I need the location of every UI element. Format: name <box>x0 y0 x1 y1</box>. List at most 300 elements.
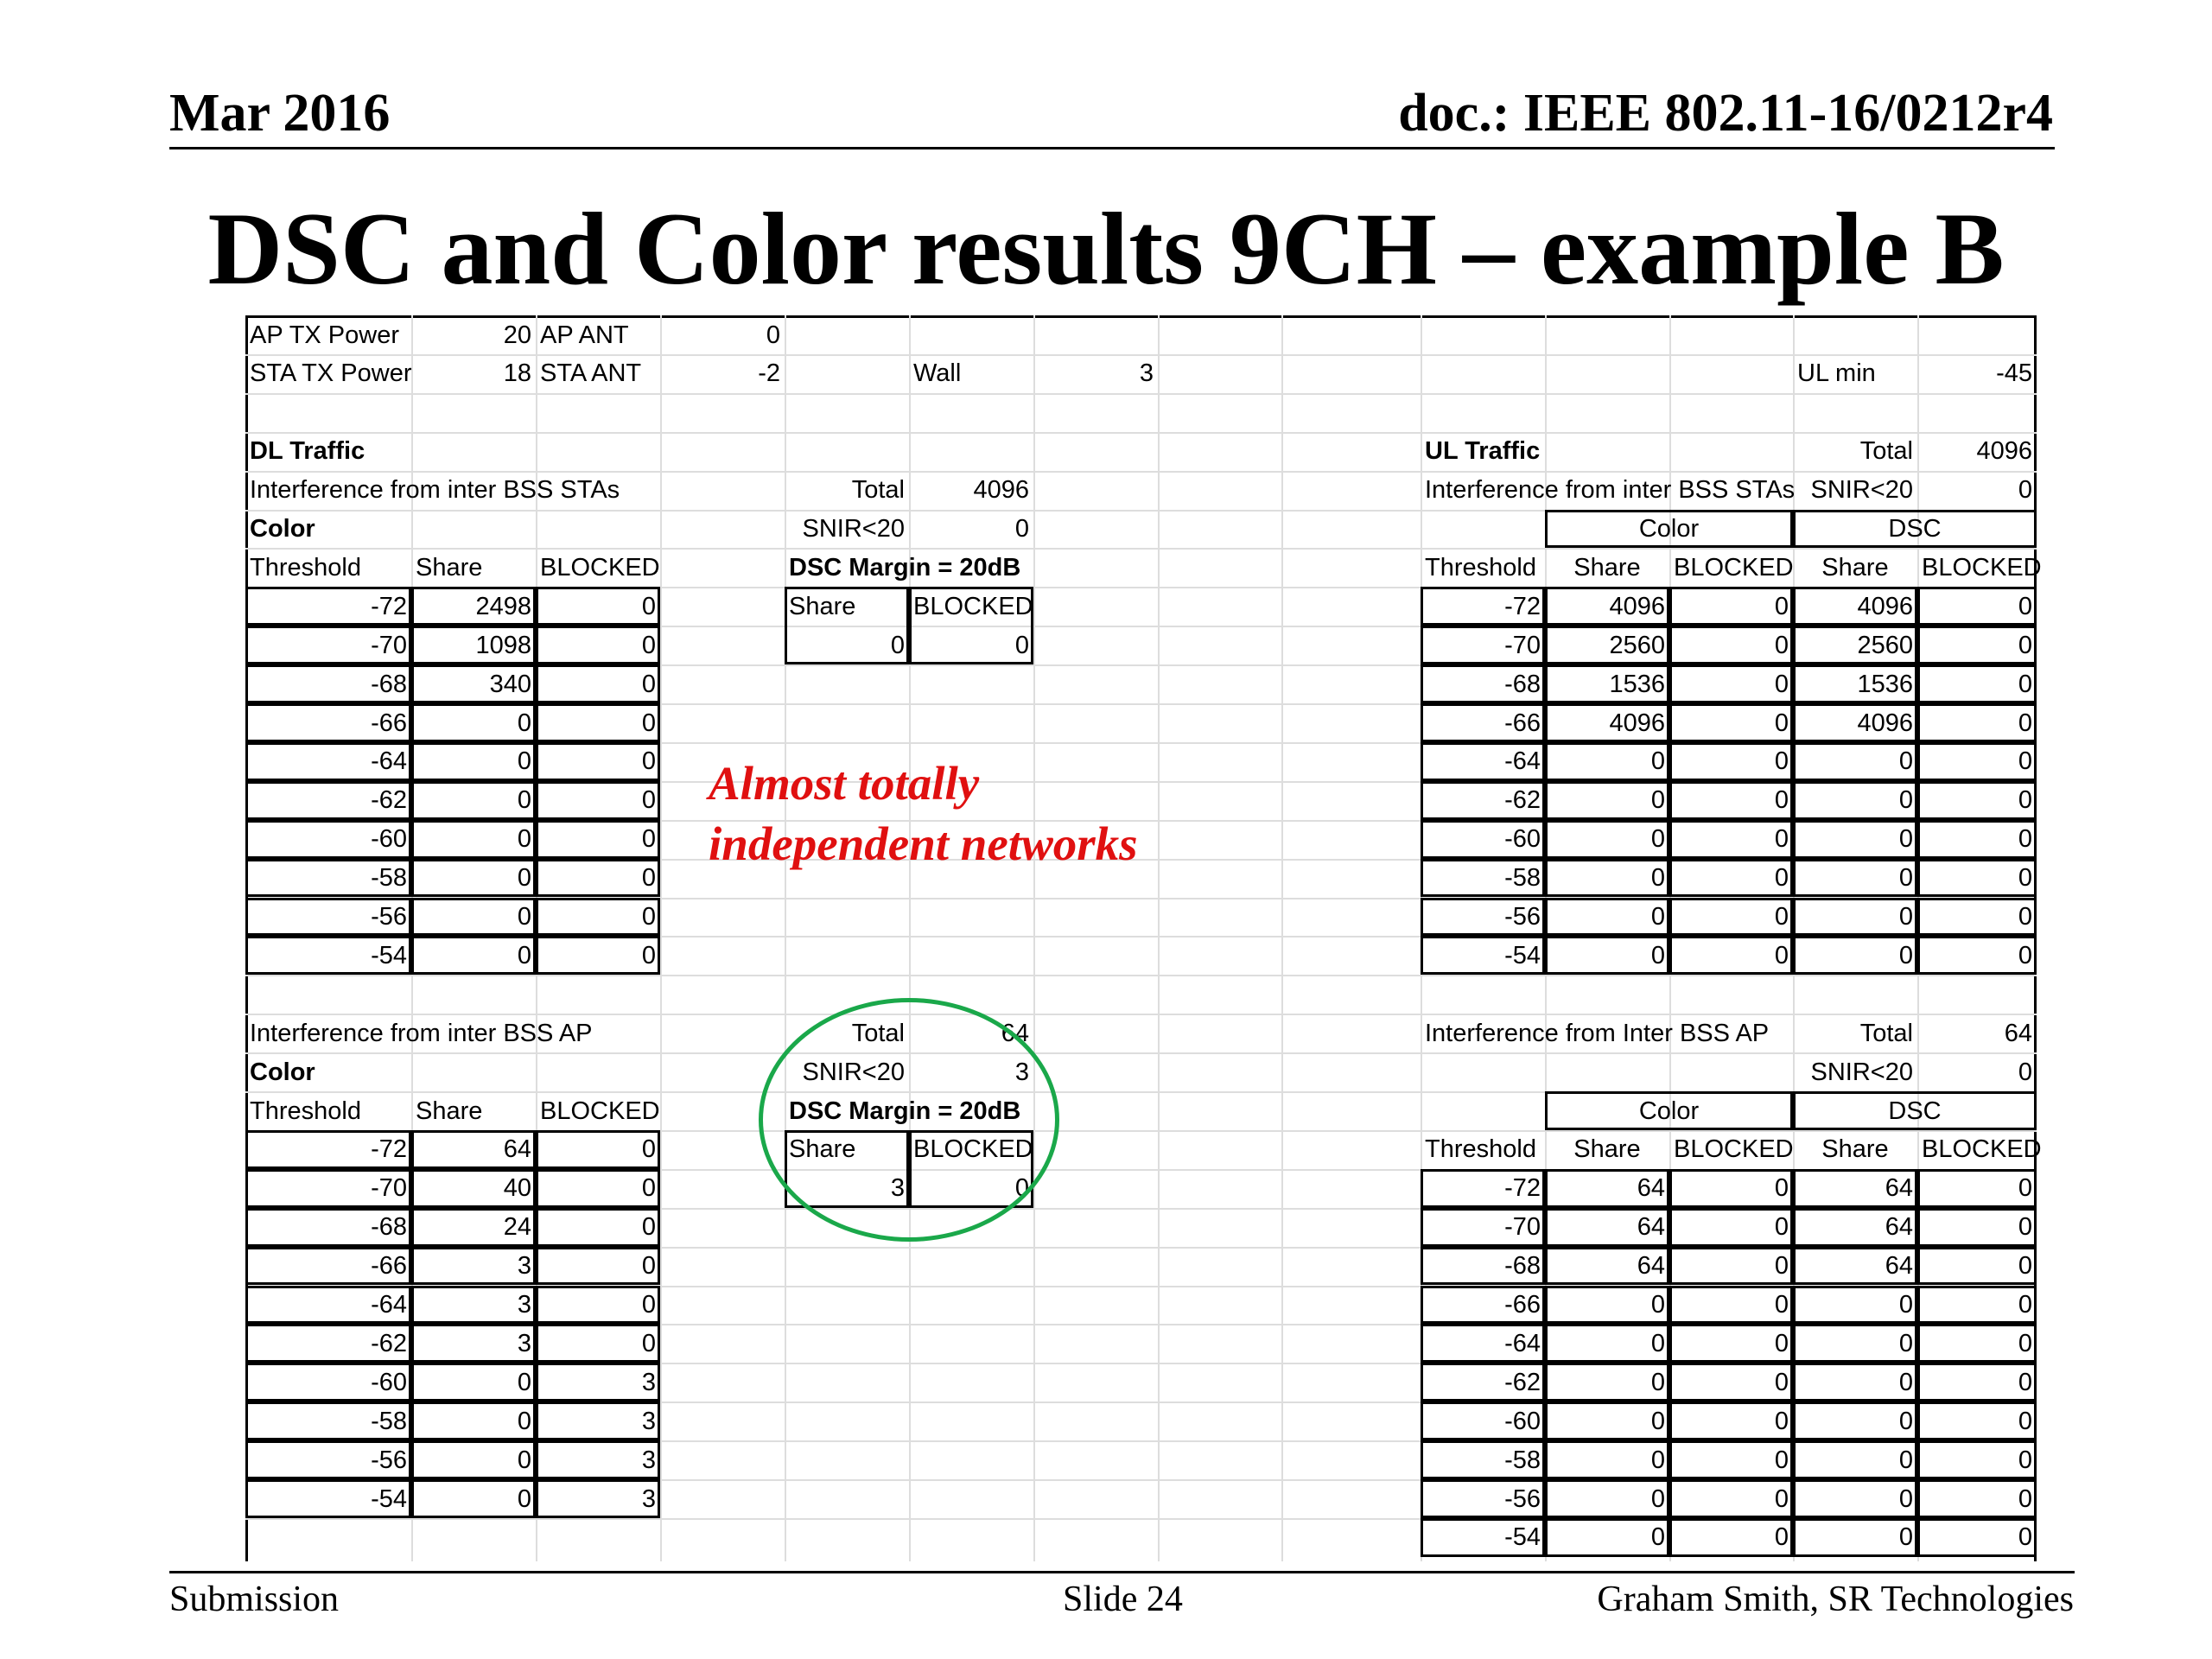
dsc-box <box>785 587 909 664</box>
dsc-share-cell: 0 <box>1898 1523 1913 1552</box>
cell-box <box>1793 859 1917 898</box>
interference-label: Interference from inter BSS STAs <box>250 476 620 505</box>
cell-box <box>1917 1440 2037 1479</box>
dsc-share-cell: 0 <box>1898 864 1913 893</box>
param-label: STA ANT <box>540 359 642 388</box>
threshold-cell: -62 <box>371 1329 407 1357</box>
slide-title: DSC and Color results 9CH – example B <box>207 191 2005 306</box>
cell-box <box>1669 1208 1793 1247</box>
column-header: Share <box>1821 553 1889 582</box>
threshold-cell: -66 <box>1504 709 1541 737</box>
threshold-cell: -54 <box>1504 941 1541 969</box>
section-label: DL Traffic <box>250 437 365 466</box>
cell-box <box>411 626 536 664</box>
share-cell: 0 <box>517 1484 531 1513</box>
cell-box <box>1917 587 2037 626</box>
dsc-box <box>909 587 1033 664</box>
column-header: Threshold <box>1425 553 1536 582</box>
cell-box <box>536 1440 660 1479</box>
cell-box <box>411 1479 536 1518</box>
column-header: Share <box>789 1135 856 1164</box>
dsc-blocked-cell: 0 <box>2018 1407 2032 1435</box>
threshold-cell: -64 <box>1504 1329 1541 1357</box>
cell-box <box>1545 820 1669 859</box>
dsc-blocked-cell: 0 <box>2018 864 2032 893</box>
cell-box <box>536 664 660 703</box>
blocked-cell: 0 <box>1774 1523 1789 1552</box>
cell-box <box>411 1130 536 1169</box>
cell-box <box>411 1402 536 1440</box>
threshold-cell: -70 <box>1504 1213 1541 1242</box>
group-box <box>1545 510 1793 549</box>
total-label: Total <box>1859 1019 1913 1047</box>
dsc-margin-label: DSC Margin = 20dB <box>789 1096 1021 1125</box>
cell-box <box>1793 1518 1917 1557</box>
share-cell: 0 <box>1650 1484 1665 1513</box>
cell-box <box>1421 1324 1545 1363</box>
threshold-cell: -72 <box>371 592 407 620</box>
cell-box <box>536 781 660 820</box>
cell-box <box>1669 703 1793 742</box>
cell-box <box>1917 1169 2037 1208</box>
dsc-blocked-value: 0 <box>1014 631 1029 659</box>
cell-box <box>1545 664 1669 703</box>
threshold-cell: -56 <box>1504 903 1541 931</box>
cell-box <box>1793 1169 1917 1208</box>
dsc-share-cell: 64 <box>1885 1213 1913 1242</box>
dsc-share-cell: 0 <box>1898 786 1913 815</box>
share-cell: 0 <box>1650 825 1665 854</box>
cell-box <box>245 1440 411 1479</box>
snir-value: 0 <box>2018 476 2032 505</box>
cell-box <box>536 1169 660 1208</box>
cell-box <box>1917 1208 2037 1247</box>
footer-rule <box>169 1571 2075 1573</box>
total-label: Total <box>1859 437 1913 466</box>
cell-box <box>1421 1479 1545 1518</box>
dsc-share-cell: 0 <box>1898 1407 1913 1435</box>
blocked-cell: 0 <box>641 747 656 776</box>
share-cell: 0 <box>1650 1523 1665 1552</box>
cell-box <box>1793 742 1917 781</box>
share-cell: 340 <box>489 670 531 698</box>
threshold-cell: -54 <box>1504 1523 1541 1552</box>
cell-box <box>1793 781 1917 820</box>
cell-box <box>536 1479 660 1518</box>
threshold-cell: -60 <box>371 1368 407 1396</box>
share-cell: 3 <box>517 1329 531 1357</box>
total-label: Total <box>851 1019 905 1047</box>
cell-box <box>1421 1363 1545 1402</box>
dsc-share-cell: 0 <box>1898 1446 1913 1474</box>
cell-box <box>1917 898 2037 937</box>
dsc-share-cell: 64 <box>1885 1252 1913 1281</box>
share-cell: 4096 <box>1609 709 1665 737</box>
cell-box <box>1669 1402 1793 1440</box>
cell-box <box>245 626 411 664</box>
dsc-blocked-cell: 0 <box>2018 825 2032 854</box>
threshold-cell: -60 <box>1504 825 1541 854</box>
cell-box <box>1545 742 1669 781</box>
dsc-margin-label: DSC Margin = 20dB <box>789 553 1021 582</box>
cell-box <box>1917 936 2037 975</box>
cell-box <box>536 626 660 664</box>
cell-box <box>1545 1402 1669 1440</box>
dsc-share-cell: 0 <box>1898 825 1913 854</box>
cell-box <box>1669 587 1793 626</box>
cell-box <box>1793 1440 1917 1479</box>
column-header: Threshold <box>1425 1135 1536 1164</box>
blocked-cell: 3 <box>641 1407 656 1435</box>
threshold-cell: -62 <box>371 786 407 815</box>
share-cell: 1098 <box>475 631 531 659</box>
cell-box <box>1669 1479 1793 1518</box>
threshold-cell: -70 <box>371 631 407 659</box>
share-cell: 0 <box>517 747 531 776</box>
blocked-cell: 0 <box>1774 1407 1789 1435</box>
cell-box <box>1669 664 1793 703</box>
blocked-cell: 0 <box>1774 1291 1789 1319</box>
dsc-blocked-cell: 0 <box>2018 1291 2032 1319</box>
blocked-cell: 0 <box>641 1174 656 1203</box>
cell-box <box>1545 898 1669 937</box>
cell-box <box>411 587 536 626</box>
color-group-header: Color <box>1638 515 1700 543</box>
dsc-blocked-cell: 0 <box>2018 592 2032 620</box>
share-cell: 1536 <box>1609 670 1665 698</box>
cell-box <box>1793 1208 1917 1247</box>
cell-box <box>1793 1479 1917 1518</box>
blocked-cell: 0 <box>1774 1213 1789 1242</box>
cell-box <box>245 859 411 898</box>
column-header: BLOCKED <box>913 592 1033 620</box>
share-cell: 24 <box>503 1213 531 1242</box>
threshold-cell: -58 <box>1504 1446 1541 1474</box>
threshold-cell: -68 <box>1504 670 1541 698</box>
dsc-share-cell: 2560 <box>1857 631 1913 659</box>
share-cell: 0 <box>517 1407 531 1435</box>
cell-box <box>245 1324 411 1363</box>
threshold-cell: -64 <box>371 747 407 776</box>
cell-box <box>1421 936 1545 975</box>
cell-box <box>536 1286 660 1325</box>
share-cell: 0 <box>517 825 531 854</box>
cell-box <box>411 1169 536 1208</box>
cell-box <box>1545 1208 1669 1247</box>
threshold-cell: -66 <box>371 1252 407 1281</box>
share-cell: 64 <box>1637 1213 1665 1242</box>
cell-box <box>536 820 660 859</box>
cell-box <box>1669 1440 1793 1479</box>
cell-box <box>536 742 660 781</box>
blocked-cell: 3 <box>641 1368 656 1396</box>
column-header: Threshold <box>250 1096 361 1125</box>
cell-box <box>1793 626 1917 664</box>
cell-box <box>411 1363 536 1402</box>
highlight-circle <box>759 998 1059 1242</box>
dsc-blocked-cell: 0 <box>2018 1523 2032 1552</box>
cell-box <box>1669 742 1793 781</box>
cell-box <box>1917 1402 2037 1440</box>
cell-box <box>1545 703 1669 742</box>
cell-box <box>411 703 536 742</box>
param-value: 20 <box>503 321 531 349</box>
cell-box <box>411 1440 536 1479</box>
cell-box <box>1545 1440 1669 1479</box>
blocked-cell: 0 <box>641 1213 656 1242</box>
dsc-share-cell: 0 <box>1898 747 1913 776</box>
param-label: STA TX Power <box>250 359 412 388</box>
threshold-cell: -68 <box>371 1213 407 1242</box>
column-header: Share <box>1821 1135 1889 1164</box>
share-cell: 64 <box>1637 1252 1665 1281</box>
cell-box <box>1421 742 1545 781</box>
cell-box <box>536 1130 660 1169</box>
cell-box <box>1793 1247 1917 1286</box>
cell-box <box>536 587 660 626</box>
share-cell: 0 <box>517 1446 531 1474</box>
dsc-blocked-cell: 0 <box>2018 747 2032 776</box>
blocked-cell: 0 <box>641 670 656 698</box>
cell-box <box>1545 626 1669 664</box>
annotation-line-1: Almost totally <box>709 757 980 810</box>
threshold-cell: -58 <box>1504 864 1541 893</box>
param-label: AP ANT <box>540 321 629 349</box>
param-label: UL min <box>1797 359 1876 388</box>
dsc-blocked-cell: 0 <box>2018 786 2032 815</box>
threshold-cell: -72 <box>1504 1174 1541 1203</box>
cell-box <box>245 820 411 859</box>
blocked-cell: 0 <box>1774 631 1789 659</box>
share-cell: 0 <box>517 864 531 893</box>
cell-box <box>1793 1286 1917 1325</box>
cell-box <box>411 1324 536 1363</box>
dsc-group-header: DSC <box>1888 1096 1942 1125</box>
blocked-cell: 0 <box>1774 1252 1789 1281</box>
share-cell: 0 <box>517 903 531 931</box>
annotation-line-2: independent networks <box>709 817 1138 870</box>
cell-box <box>245 1130 411 1169</box>
cell-box <box>411 781 536 820</box>
column-header: Share <box>1573 1135 1641 1164</box>
share-cell: 0 <box>1650 786 1665 815</box>
cell-box <box>1669 1286 1793 1325</box>
share-cell: 3 <box>517 1291 531 1319</box>
header-date: Mar 2016 <box>169 84 391 143</box>
share-cell: 0 <box>1650 903 1665 931</box>
cell-box <box>1917 781 2037 820</box>
blocked-cell: 0 <box>1774 825 1789 854</box>
threshold-cell: -64 <box>1504 747 1541 776</box>
cell-box <box>1669 1363 1793 1402</box>
cell-box <box>1421 781 1545 820</box>
cell-box <box>1545 587 1669 626</box>
blocked-cell: 0 <box>641 1135 656 1164</box>
cell-box <box>411 742 536 781</box>
blocked-cell: 3 <box>641 1484 656 1513</box>
dsc-share-cell: 0 <box>1898 1291 1913 1319</box>
cell-box <box>1917 1324 2037 1363</box>
blocked-cell: 0 <box>641 786 656 815</box>
dsc-share-value: 3 <box>890 1174 905 1203</box>
blocked-cell: 0 <box>1774 670 1789 698</box>
cell-box <box>1669 1247 1793 1286</box>
group-box <box>1545 1091 1793 1130</box>
cell-box <box>1421 1440 1545 1479</box>
cell-box <box>1793 898 1917 937</box>
dsc-share-cell: 4096 <box>1857 592 1913 620</box>
cell-box <box>1545 936 1669 975</box>
dsc-blocked-cell: 0 <box>2018 670 2032 698</box>
blocked-cell: 0 <box>1774 786 1789 815</box>
threshold-cell: -56 <box>1504 1484 1541 1513</box>
cell-box <box>411 936 536 975</box>
cell-box <box>1917 1363 2037 1402</box>
cell-box <box>1917 1247 2037 1286</box>
share-cell: 4096 <box>1609 592 1665 620</box>
cell-box <box>411 664 536 703</box>
snir-label: SNIR<20 <box>1810 476 1913 505</box>
threshold-cell: -60 <box>1504 1407 1541 1435</box>
threshold-cell: -62 <box>1504 1368 1541 1396</box>
cell-box <box>536 1324 660 1363</box>
cell-box <box>1545 1518 1669 1557</box>
share-cell: 2498 <box>475 592 531 620</box>
dsc-blocked-cell: 0 <box>2018 941 2032 969</box>
color-group-header: Color <box>1638 1096 1700 1125</box>
share-cell: 0 <box>517 1368 531 1396</box>
color-label: Color <box>250 1058 315 1086</box>
cell-box <box>536 1402 660 1440</box>
cell-box <box>1545 1247 1669 1286</box>
snir-label: SNIR<20 <box>802 1058 905 1086</box>
header-doc-id: doc.: IEEE 802.11-16/0212r4 <box>1398 84 2053 143</box>
column-header: BLOCKED <box>1922 553 2042 582</box>
blocked-cell: 0 <box>641 941 656 969</box>
cell-box <box>1421 664 1545 703</box>
color-label: Color <box>250 515 315 543</box>
snir-value: 3 <box>1014 1058 1029 1086</box>
column-header: Share <box>1573 553 1641 582</box>
cell-box <box>245 587 411 626</box>
share-cell: 0 <box>517 941 531 969</box>
share-cell: 40 <box>503 1174 531 1203</box>
share-cell: 0 <box>1650 1329 1665 1357</box>
cell-box <box>1917 626 2037 664</box>
share-cell: 3 <box>517 1252 531 1281</box>
threshold-cell: -58 <box>371 864 407 893</box>
threshold-cell: -72 <box>1504 592 1541 620</box>
dsc-blocked-cell: 0 <box>2018 1446 2032 1474</box>
cell-box <box>1917 1479 2037 1518</box>
blocked-cell: 0 <box>641 631 656 659</box>
column-header: BLOCKED <box>913 1135 1033 1164</box>
blocked-cell: 0 <box>1774 1446 1789 1474</box>
cell-box <box>1669 820 1793 859</box>
dsc-share-cell: 0 <box>1898 903 1913 931</box>
cell-box <box>245 1363 411 1402</box>
blocked-cell: 0 <box>1774 1329 1789 1357</box>
threshold-cell: -54 <box>371 941 407 969</box>
dsc-blocked-cell: 0 <box>2018 709 2032 737</box>
dsc-group-header: DSC <box>1888 515 1942 543</box>
cell-box <box>1421 1402 1545 1440</box>
param-value: 18 <box>503 359 531 388</box>
share-cell: 0 <box>1650 1446 1665 1474</box>
cell-box <box>536 1247 660 1286</box>
cell-box <box>536 1363 660 1402</box>
cell-box <box>536 859 660 898</box>
cell-box <box>1545 1169 1669 1208</box>
footer-slide-number: Slide 24 <box>1063 1580 1183 1619</box>
cell-box <box>245 898 411 937</box>
blocked-cell: 0 <box>1774 941 1789 969</box>
column-header: BLOCKED <box>1674 553 1794 582</box>
interference-label: Interference from Inter BSS AP <box>1425 1019 1770 1047</box>
dsc-blocked-cell: 0 <box>2018 1329 2032 1357</box>
cell-box <box>1917 1518 2037 1557</box>
blocked-cell: 0 <box>1774 1368 1789 1396</box>
column-header: Share <box>789 592 856 620</box>
cell-box <box>1421 587 1545 626</box>
cell-box <box>1793 1402 1917 1440</box>
total-label: Total <box>851 476 905 505</box>
blocked-cell: 0 <box>641 864 656 893</box>
blocked-cell: 0 <box>1774 1484 1789 1513</box>
cell-box <box>411 859 536 898</box>
cell-box <box>1545 1286 1669 1325</box>
share-cell: 0 <box>1650 864 1665 893</box>
cell-box <box>245 781 411 820</box>
interference-label: Interference from inter BSS AP <box>250 1019 593 1047</box>
cell-box <box>1669 1324 1793 1363</box>
cell-box <box>1421 703 1545 742</box>
cell-box <box>1421 1247 1545 1286</box>
dsc-share-cell: 0 <box>1898 1368 1913 1396</box>
threshold-cell: -64 <box>371 1291 407 1319</box>
dsc-share-cell: 64 <box>1885 1174 1913 1203</box>
cell-box <box>1669 626 1793 664</box>
cell-box <box>1545 1363 1669 1402</box>
blocked-cell: 0 <box>641 1252 656 1281</box>
cell-box <box>1421 1169 1545 1208</box>
cell-box <box>1793 1363 1917 1402</box>
threshold-cell: -54 <box>371 1484 407 1513</box>
blocked-cell: 0 <box>1774 709 1789 737</box>
column-header: Share <box>416 553 483 582</box>
cell-box <box>536 898 660 937</box>
column-header: Share <box>416 1096 483 1125</box>
cell-box <box>1421 1208 1545 1247</box>
dsc-share-cell: 4096 <box>1857 709 1913 737</box>
cell-box <box>1421 820 1545 859</box>
snir-value: 0 <box>2018 1058 2032 1086</box>
cell-box <box>1793 1324 1917 1363</box>
dsc-share-cell: 0 <box>1898 941 1913 969</box>
cell-box <box>1669 936 1793 975</box>
cell-box <box>411 820 536 859</box>
threshold-cell: -68 <box>1504 1252 1541 1281</box>
footer-author: Graham Smith, SR Technologies <box>1597 1580 2074 1619</box>
cell-box <box>1545 859 1669 898</box>
blocked-cell: 0 <box>641 709 656 737</box>
dsc-blocked-cell: 0 <box>2018 1174 2032 1203</box>
snir-label: SNIR<20 <box>802 515 905 543</box>
total-value: 4096 <box>973 476 1029 505</box>
threshold-cell: -68 <box>371 670 407 698</box>
threshold-cell: -72 <box>371 1135 407 1164</box>
threshold-cell: -60 <box>371 825 407 854</box>
